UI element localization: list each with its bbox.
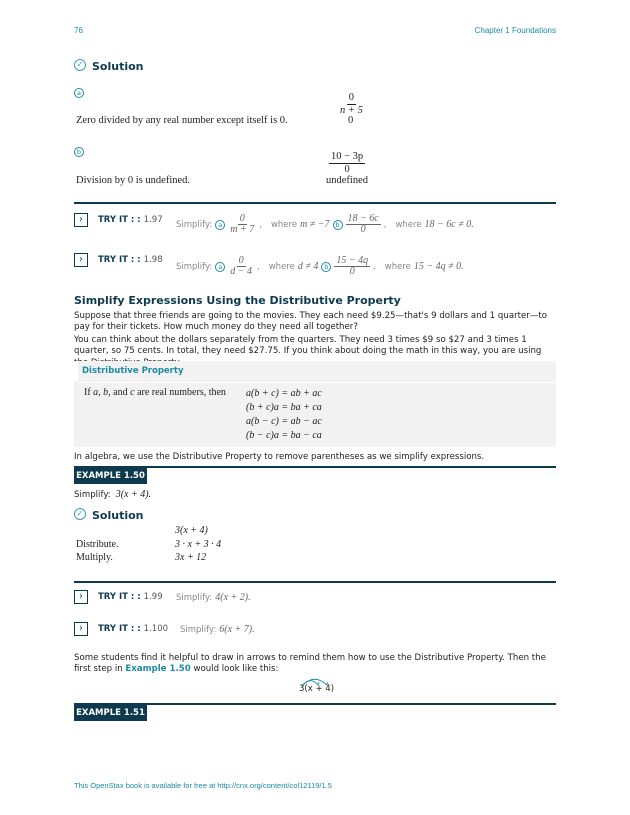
rule-3: a(b − c) = ab − ac — [246, 416, 322, 427]
box-condition: If a, b, and c are real numbers, then — [84, 387, 226, 398]
part-b-result: undefined — [326, 175, 368, 186]
page-number: 76 — [74, 26, 83, 35]
chevron-right-icon[interactable]: › — [74, 213, 88, 227]
try-it-1-97: › TRY IT : : 1.97 — [74, 212, 163, 228]
part-a-result: 0 — [348, 115, 354, 126]
paragraph-3: In algebra, we use the Distributive Property to remove parentheses as we simplify expressions. — [74, 452, 485, 462]
footer-text: This OpenStax book is available for free at http://cnx.org/content/col12119/1.5 — [74, 781, 332, 790]
chapter-title: Chapter 1 Foundations — [474, 26, 556, 35]
example-link[interactable]: Example 1.50 — [125, 664, 191, 675]
check-circle-icon: ✓ — [74, 508, 86, 520]
part-a-reason: Zero divided by any real number except itself is 0. — [76, 115, 288, 126]
rule-1: a(b + c) = ab + ac — [246, 388, 322, 399]
part-b-expression: $\frac{10 - 3p}{0}$ — [331, 151, 364, 175]
try-it-1-98: › TRY IT : : 1.98 — [74, 252, 163, 268]
paragraph-4: Some students find it helpful to draw in arrows to remind them how to use the Distributive Property. Then the first step in Example 1.50 would look like this: — [74, 653, 546, 675]
try-it-1-97-problem: Simplify: a $\frac{0}{m + 7}$ , where m ≠ −7 b $\frac{18 - 6c}{0}$ , where 18 − 6c ≠ 0. — [176, 213, 474, 235]
example-tag-1-51: EXAMPLE 1.51 — [74, 705, 147, 721]
part-a-label: a — [74, 80, 84, 99]
solution-heading: Solution — [92, 60, 144, 73]
arrow-diagram — [296, 676, 336, 696]
try-it-1-98-problem: Simplify: a $\frac{0}{d - 4}$ , where d ≠ 4 b $\frac{15 - 4q}{0}$ , where 15 − 4q ≠ 0. — [176, 255, 464, 277]
section-title: Simplify Expressions Using the Distributive Property — [74, 294, 401, 307]
example-prompt: Simplify: 3(x + 4). — [74, 489, 152, 500]
paragraph-2: You can think about the dollars separately from the quarters. They need 3 times $9 so $27 and 3 times 1 quarter, so 75 cents. In total, they need $27.75. If you think about doing the math in this way, you are using — [74, 335, 542, 357]
box-title: Distributive Property — [82, 366, 184, 376]
rule-2: (b + c)a = ba + ca — [246, 402, 322, 413]
arrow-expression: 3(x + 4) — [299, 684, 335, 694]
part-b-label: b — [74, 139, 84, 158]
box-rules — [246, 387, 322, 443]
rule-4: (b − c)a = ba − ca — [246, 430, 322, 441]
chevron-right-icon[interactable]: › — [74, 590, 88, 604]
divider — [74, 581, 556, 583]
try-it-1-99-problem: Simplify: 4(x + 2). — [176, 592, 251, 603]
try-it-1-100-problem: Simplify: 6(x + 7). — [180, 624, 255, 635]
step-labels: Distribute. Multiply. — [76, 538, 119, 563]
try-it-1-99: › TRY IT : : 1.99 — [74, 589, 163, 605]
paragraph-1: Suppose that three friends are going to the movies. They each need $9.25—that's 9 dollars and 1 quarter—to pay for their tickets. How much money do they need all together? — [74, 311, 548, 333]
example-tag-1-50: EXAMPLE 1.50 — [74, 468, 147, 484]
part-a-expression: $\frac{0}{n + 5}$ — [340, 92, 363, 116]
solution-heading-2: Solution — [92, 509, 144, 522]
check-circle-icon: ✓ — [74, 59, 86, 71]
try-it-1-100: › TRY IT : : 1.100 — [74, 621, 168, 637]
chevron-right-icon[interactable]: › — [74, 622, 88, 636]
part-b-reason: Division by 0 is undefined. — [76, 175, 191, 186]
chevron-right-icon[interactable]: › — [74, 253, 88, 267]
divider — [74, 202, 556, 204]
step-expressions: 3(x + 4) 3 · x + 3 · 4 3x + 12 — [175, 525, 222, 563]
